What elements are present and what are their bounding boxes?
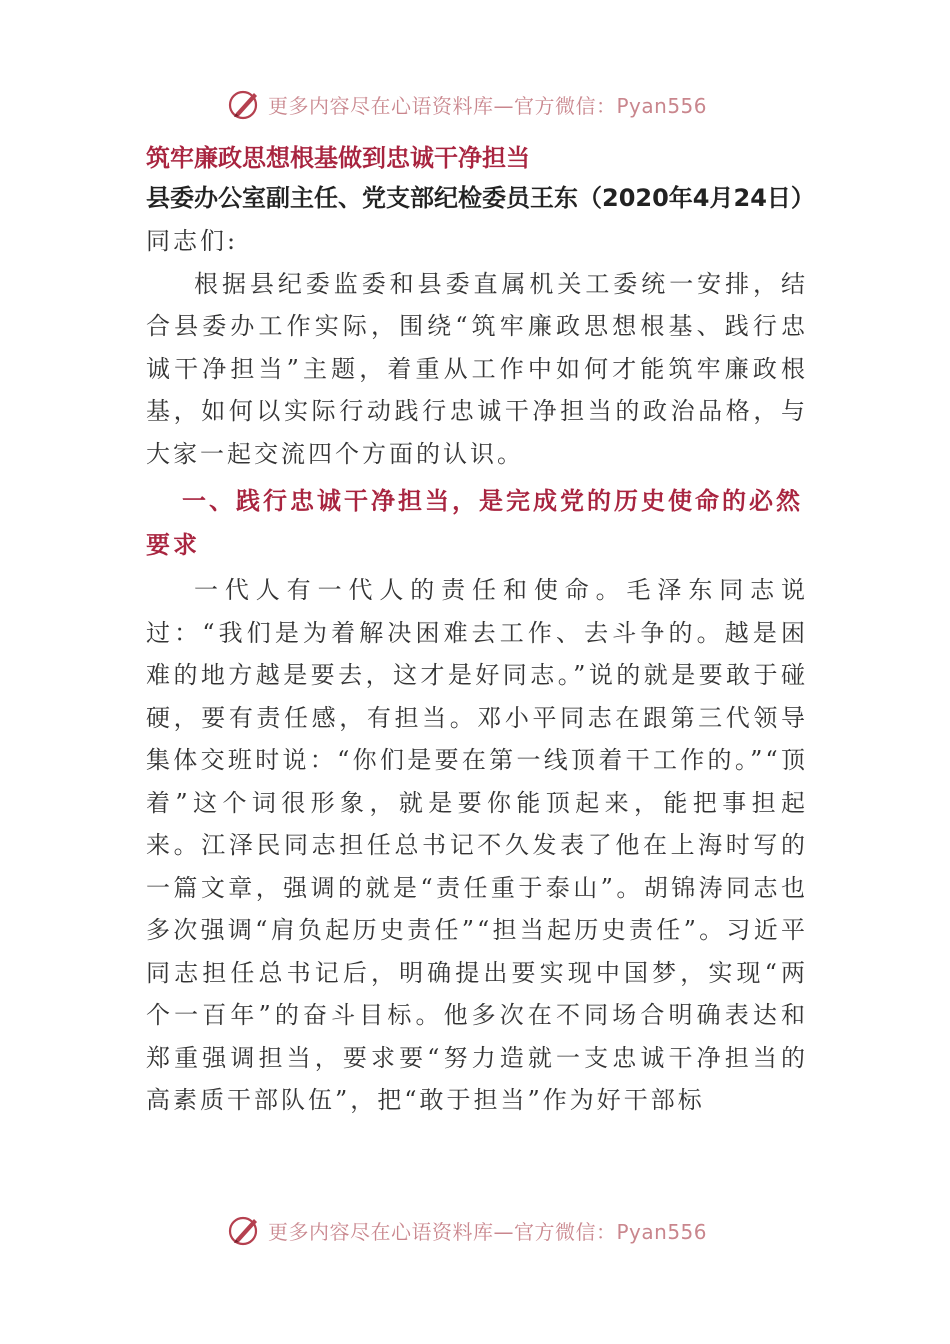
watermark-banner-top	[228, 84, 748, 124]
pen-logo-icon	[228, 87, 262, 121]
watermark-banner-bottom	[228, 1210, 748, 1250]
pen-logo-icon	[228, 1213, 262, 1247]
intro-paragraph: 根据县纪委监委和县委直属机关工委统一安排，结合县委办工作实际，围绕“筑牢廉政思想根基、践行忠诚干净担当”主题，着重从工作中如何才能筑牢廉政根基，如何以实际行动践行忠诚干净担当的政治品格，与大家一起交流四个方面的认识。	[146, 269, 808, 468]
document-title: 筑牢廉政思想根基做到忠诚干净担当	[146, 144, 530, 172]
section-1-paragraph: 一代人有一代人的责任和使命。毛泽东同志说过：“我们是为着解决困难去工作、去斗争的。越是困难的地方越是要去，这才是好同志。”说的就是要敢于碰硬，要有责任感，有担当。邓小平同志在跟第三代领导集体交班时说：“你们是要在第一线顶着干工作的。”“顶着”这个词很形象，就是要你能顶起来，能把事担起来。江泽民同志担任总书记不久发表了他在上海时写的一篇文章，强调的就是“责任重于泰山”。胡锦涛同志也多次强调“肩负起历史责任”“担当起历史责任”。习近平同志担任总书记后，明确提出要实现中国梦，实现“两个一百年”的奋斗目标。他多次在不同场合明确表达和郑重强调担当，要求要“努力造就一支忠诚干净担当的高素质干部队伍”，把“敢于担当”作为好干部标	[146, 576, 808, 1114]
watermark-text: 更多内容尽在心语资料库—官方微信：Pyan556	[268, 93, 708, 118]
watermark-text: 更多内容尽在心语资料库—官方微信：Pyan556	[268, 1219, 708, 1244]
document-body	[146, 138, 815, 1122]
document-byline: 县委办公室副主任、党支部纪检委员王东（2020年4月24日）	[146, 184, 815, 212]
section-1-heading: 一、践行忠诚干净担当，是完成党的历史使命的必然要求	[146, 487, 803, 559]
salutation: 同志们:	[146, 227, 239, 255]
